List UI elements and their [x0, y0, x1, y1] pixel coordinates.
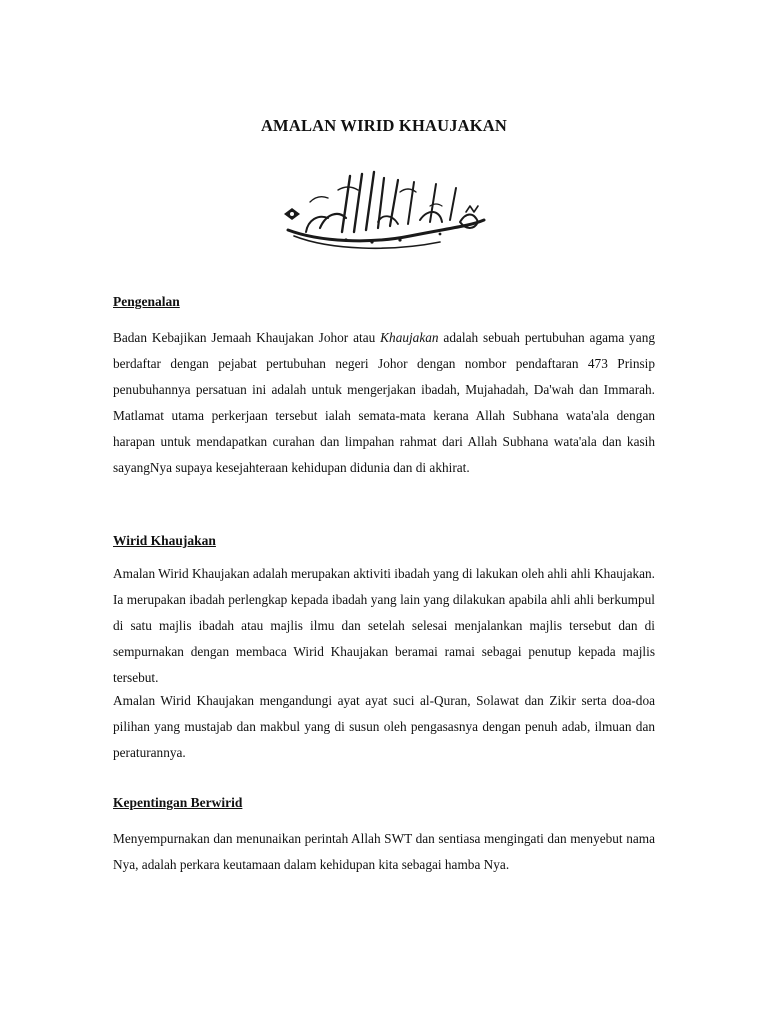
pengenalan-text-italic: Khaujakan: [380, 330, 439, 345]
wirid-paragraph-1: Amalan Wirid Khaujakan adalah merupakan aktiviti ibadah yang di lakukan oleh ahli ahli Khaujakan. Ia merupakan ibadah perlengkap kepada ibadah yang lain yang dilakukan apabila ahli ahli berkumpul di satu majlis ibadah atau majlis ilmu dan setelah selesai menjalankan majlis tersebut dan di sempurnakan dengan membaca Wirid Khaujakan beramai ramai sebagai penutup kepada majlis tersebut.: [113, 566, 655, 685]
pengenalan-paragraph: [113, 325, 655, 481]
document-title: AMALAN WIRID KHAUJAKAN: [260, 116, 508, 135]
pengenalan-text-after: adalah sebuah pertubuhan agama yang berdaftar dengan pejabat pertubuhan negeri Johor dengan nombor pendaftaran 473 Prinsip penubuhannya persatuan ini adalah untuk mengerjakan ibadah, Mujahadah, Da'wah dan Immarah. Matlamat utama perkerjaan tersebut ialah semata-mata kerana Allah Subhana wata'ala dengan harapan untuk mendapatkan curahan dan limpahan rahmat dari Allah Subhana wata'ala dan kasih sayangNya supaya kesejahteraan kehidupan didunia dan di akhirat.: [113, 330, 656, 475]
section-heading-kepentingan-berwirid: Kepentingan Berwirid: [113, 795, 243, 810]
wirid-paragraph-2: Amalan Wirid Khaujakan mengandungi ayat ayat suci al-Quran, Solawat dan Zikir serta doa-doa pilihan yang mustajab dan makbul yang di susun oleh pengasasnya dengan penuh adab, ilmuan dan peraturannya.: [113, 693, 655, 760]
kepentingan-paragraph: Menyempurnakan dan menunaikan perintah Allah SWT dan sentiasa mengingati dan menyebut nama Nya, adalah perkara keutamaan dalam kehidupan kita sebagai hamba Nya.: [113, 831, 655, 872]
pengenalan-text-before: Badan Kebajikan Jemaah Khaujakan Johor atau: [113, 330, 381, 345]
section-heading-wirid-khaujakan: Wirid Khaujakan: [113, 533, 216, 548]
section-heading-pengenalan: Pengenalan: [113, 294, 180, 309]
basmala-calligraphy: [280, 162, 490, 258]
